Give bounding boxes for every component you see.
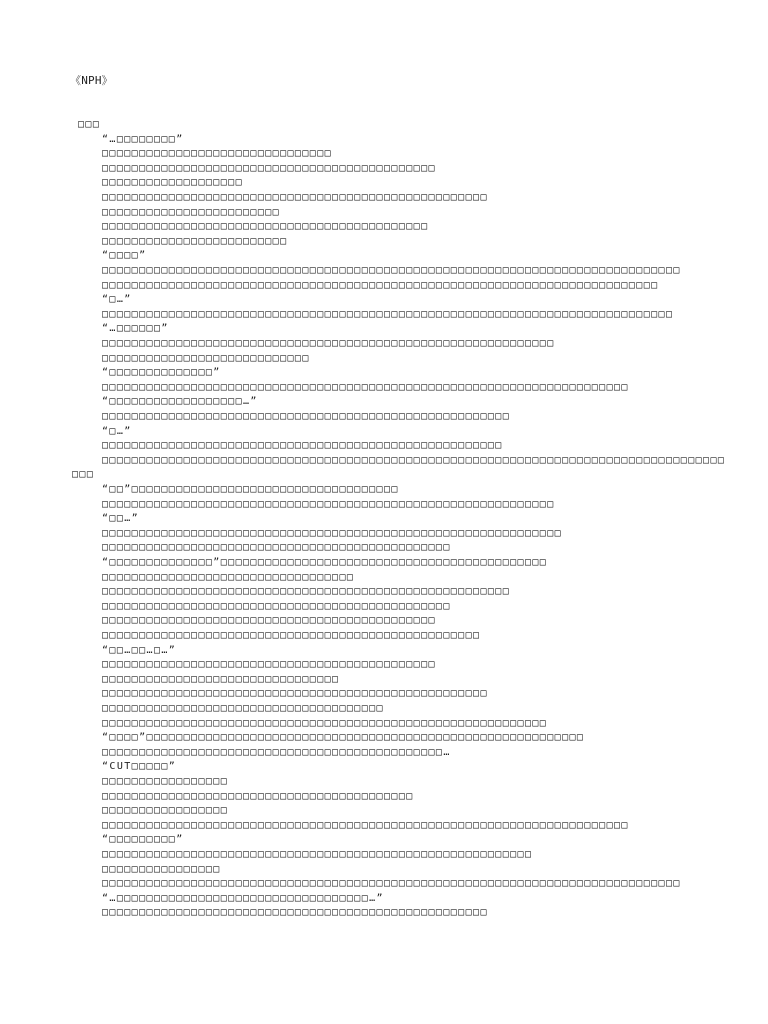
text-line: □□□□□□□□□□□□□□□□□□□□□□□□□□□□□□□□□□ [102, 571, 355, 583]
text-line: □□□□□□□□□□□□□□□□□ [102, 776, 229, 787]
text-line: □□□□□□□□□□□□□□□□□ [102, 805, 229, 817]
section-heading: □□□ [72, 469, 95, 481]
text-line: □□□□□□□□□□□□□□□□□□□□□□□□□□□□□□□□□□□□□□□□□□□□□□… [102, 746, 451, 758]
text-line: □□□□□□□□□□□□□□□□□□□□□□□□□□□□□□□□□□□□□□□□□□□□□□□□□□□□□□□□□□□□ [102, 717, 548, 729]
text-line: “□…” [102, 425, 132, 437]
text-line: “□□□□”□□□□□□□□□□□□□□□□□□□□□□□□□□□□□□□□□□□□□□□□□□□□□□□□□□□□□□□□□□□ [102, 732, 585, 744]
text-line: □□□□□□□□□□□□□□□□□□□□□□□□□□□□□□□□□□□□□□□□□□□□□□□□□□□□ [102, 688, 488, 700]
text-line: □□□□□□□□□□□□□□□□□□□□□□□□□□□□□□□□□□□□□□□□□□□□□□□□□□□□□□□□□□□□□□□□□□□□□□□□□□□□□□□□□□□□ [102, 454, 726, 466]
text-line: □□□□□□□□□□□□□□□□□□□□□□□□□□□□□□□ [102, 148, 333, 160]
text-line: □□□□□□□□□□□□□□□□□□□□□□□□□□□□□□□□□□□□□□□□□□□□□□□□□□□□□□□□□□□□□ [102, 338, 555, 349]
text-line: □□□□□□□□□□□□□□□□□□□□□□□□□□□□□□□□□□□□□□□□□□□□□□□□□□□□□□□□□□□□□□□□□□□□□□□□□□□ [102, 279, 659, 291]
text-line: □□□□□□□□□□□□□□□□□□□□□□□□□□□□□□□□□□□□□□□□□□□□□□□□□□□□□□□ [102, 586, 511, 598]
text-line: □□□□□□□□□□□□□□□□□□□□□□□□□□□□□□□□□□□□□□□□□□□□□□□□□□□□□□□ [102, 411, 511, 422]
text-line: “□□□□” [102, 250, 147, 262]
text-line: □□□□□□□□□□□□□□□□□□□□□□□□□□□□□□□□□□□□□□□□□□□□□□□□□□□□□□□□□□□□□□□□□□□□□□□□□□□□□□ [102, 265, 681, 276]
text-line: □□□□□□□□□□□□□□□□□□□□□□□□□□□□□□□□□□□□□□□□□□□□□□□□□□□□□□□□□□□□□□ [102, 527, 563, 539]
text-line: □□□□□□□□□□□□□□□□□□□□□□□□□□□□□□□□□□□□□□□□□□□□□□□□□□□□□□□□□□□□□□□□□□□□□□□□□□□□□□ [102, 878, 681, 890]
text-line: □□□□□□□□□□□□□□□□□□□□□□□□□□□□□□□□□□□□□□□□□□□□□□□□□□□□ [102, 192, 488, 203]
text-line: □□□□□□□□□□□□□□□□□□□□□□□□□□□□□□□□□□□□□□□□□□□□□□□ [102, 542, 451, 554]
text-line: □□□□□□□□□□□□□□□□□□□□□□□□□□□□ [102, 352, 310, 364]
text-line: □□□□□□□□□□□□□□□□□□□□□□□□ [102, 206, 281, 218]
text-line: □□□□□□□□□□□□□□□□□□□□□□□□□□□□□□□□□□□□□□□□□□□□□□□□□□□□ [102, 907, 488, 919]
text-line: □□□□□□□□□□□□□□□□□□□□□□□□□□□□□□□□□□□□□□□□□□□□□□□□□□□□□□ [102, 440, 503, 452]
text-line: “□□□□□□□□□□□□□□□□□□…” [102, 396, 258, 408]
text-line: □□□□□□□□□□□□□□□□□□□ [102, 177, 243, 189]
text-line: □□□□□□□□□□□□□□□□ [102, 863, 221, 875]
text-line: □□□□□□□□□□□□□□□□□□□□□□□□□□□□□□□□□□□□□□□□□□□□□ [102, 659, 436, 671]
text-line: “□□□□□□□□□” [102, 834, 184, 846]
text-line: “CUT□□□□□” [102, 761, 177, 773]
text-line: “…□□□□□□” [102, 323, 169, 335]
text-line: □□□□□□□□□□□□□□□□□□□□□□□□□□□□□□□□□□□□□□□□□□□□□ [102, 615, 436, 627]
text-line: □□□□□□□□□□□□□□□□□□□□□□□□□□□□□□□□□□□□□□□□□□□□□□□□□□□□□□□□□□□□□□□□□□□□□□□□□□□□□ [102, 308, 674, 320]
text-line: □□□□□□□□□□□□□□□□□□□□□□□□□□□□□□□□□□□□□□□□□□□□□□□□□□□□□□□□□□□□□ [102, 498, 555, 510]
document-title: 《NPH》 [70, 74, 113, 87]
text-line: □□□□□□□□□□□□□□□□□□□□□□□□□□□□□□□□□□□□□□□□□□ [102, 790, 414, 802]
text-line: □□□□□□□□□□□□□□□□□□□□□□□□□□□□□□□□□□□□□□□□□□□□□□□ [102, 600, 451, 612]
text-line: □□□□□□□□□□□□□□□□□□□□□□□□□□□□□□□□□□□□□□□□□□□□□□□□□□□□□□□□□□□□□□□□□□□□□□□ [102, 381, 629, 393]
text-line: “□□□□□□□□□□□□□□”□□□□□□□□□□□□□□□□□□□□□□□□□□□□□□□□□□□□□□□□□□□□ [102, 557, 548, 568]
text-line: “□□”□□□□□□□□□□□□□□□□□□□□□□□□□□□□□□□□□□□□ [102, 484, 399, 495]
text-line: □□□□□□□□□□□□□□□□□□□□□□□□□□□□□□□□□□□□□□□□□□□□□□□□□□□□□□□□□□□□□□□□□□□□□□□ [102, 819, 629, 831]
text-line: □□□□□□□□□□□□□□□□□□□□□□□□□□□□□□□□□□□□□□□□□□□□□□□□□□□ [102, 630, 481, 641]
section-heading: □□□ [78, 119, 101, 130]
text-line: “…□□□□□□□□” [102, 133, 184, 145]
text-line: □□□□□□□□□□□□□□□□□□□□□□□□□□□□□□□□□□□□□□ [102, 703, 384, 714]
text-line: □□□□□□□□□□□□□□□□□□□□□□□□□□□□□□□□□□□□□□□□□□□□□ [102, 162, 436, 174]
text-line: □□□□□□□□□□□□□□□□□□□□□□□□□□□□□□□□□□□□□□□□□□□□□□□□□□□□□□□□□□ [102, 849, 533, 860]
text-line: “□□…” [102, 513, 140, 525]
text-line: □□□□□□□□□□□□□□□□□□□□□□□□□□□□□□□□□□□□□□□□□□□□ [102, 221, 429, 233]
text-line: “□□□□□□□□□□□□□□” [102, 367, 221, 379]
text-line: “□…” [102, 294, 132, 306]
text-line: “…□□□□□□□□□□□□□□□□□□□□□□□□□□□□□□□□□□…” [102, 892, 384, 904]
text-line: □□□□□□□□□□□□□□□□□□□□□□□□□ [102, 235, 288, 247]
text-line: “□□…□□…□…” [102, 644, 177, 656]
text-line: □□□□□□□□□□□□□□□□□□□□□□□□□□□□□□□□ [102, 673, 340, 685]
